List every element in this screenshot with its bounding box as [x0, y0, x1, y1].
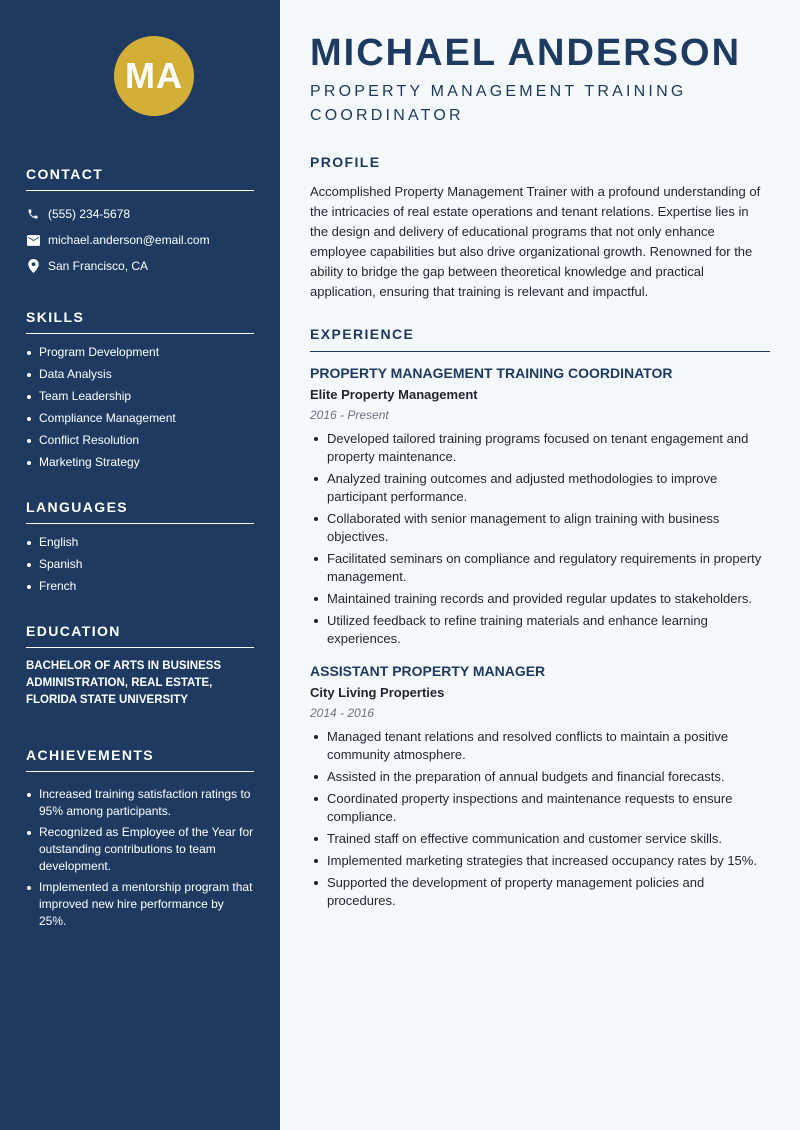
- skill-item: Marketing Strategy: [26, 454, 254, 471]
- job-bullet: Implemented marketing strategies that increased occupancy rates by 15%.: [310, 852, 770, 870]
- achievements-list: [26, 786, 254, 930]
- contact-list: [26, 201, 254, 279]
- achievements-heading: ACHIEVEMENTS: [26, 747, 254, 772]
- job-bullets: [310, 728, 770, 910]
- education-heading: EDUCATION: [26, 623, 254, 648]
- education-degree: BACHELOR OF ARTS IN BUSINESS ADMINISTRATION, REAL ESTATE, FLORIDA STATE UNIVERSITY: [26, 660, 222, 706]
- job-bullet: Trained staff on effective communication and customer service skills.: [310, 830, 770, 848]
- job-title: PROPERTY MANAGEMENT TRAINING COORDINATOR: [310, 365, 673, 381]
- job-title: ASSISTANT PROPERTY MANAGER: [310, 663, 546, 679]
- achievement-item: Recognized as Employee of the Year for outstanding contributions to team development.: [26, 824, 254, 875]
- candidate-name: MICHAEL ANDERSON: [310, 32, 742, 74]
- job-bullet: Supported the development of property management policies and procedures.: [310, 874, 770, 910]
- contact-section: [26, 166, 254, 279]
- email-icon: [26, 233, 40, 247]
- languages-list: [26, 534, 254, 595]
- avatar: [114, 36, 194, 116]
- skill-item: Data Analysis: [26, 366, 254, 383]
- job-dates: 2016 - Present: [310, 408, 389, 422]
- languages-section: [26, 499, 254, 595]
- profile-text: Accomplished Property Management Trainer with a profound understanding of the intricacies of real estate operations and tenant relations. Expertise lies in the design and delivery of educational programs that not only enhance employee capabilities but also drive organizational growth. Renowned for the ability to bridge the gap between theoretical knowledge and practical application, ensuring that training is relevant and impactful.: [310, 184, 761, 299]
- skill-item: Team Leadership: [26, 388, 254, 405]
- language-item: English: [26, 534, 254, 551]
- education-section: [26, 623, 254, 709]
- job-bullet: Maintained training records and provided regular updates to stakeholders.: [310, 590, 770, 608]
- job-entry: [310, 662, 770, 910]
- skills-heading: SKILLS: [26, 309, 254, 334]
- main-content: [280, 0, 800, 1130]
- achievements-section: [26, 747, 254, 930]
- job-bullet: Collaborated with senior management to align training with business objectives.: [310, 510, 770, 546]
- profile-heading: PROFILE: [310, 154, 381, 170]
- job-bullet: Coordinated property inspections and maintenance requests to ensure compliance.: [310, 790, 770, 826]
- location-pin-icon: [26, 259, 40, 273]
- contact-phone: [26, 201, 254, 227]
- phone-text: (555) 234-5678: [48, 207, 131, 221]
- avatar-initials: MA: [125, 55, 183, 96]
- experience-heading: EXPERIENCE: [310, 326, 770, 352]
- contact-heading: CONTACT: [26, 166, 254, 191]
- language-item: Spanish: [26, 556, 254, 573]
- job-bullet: Managed tenant relations and resolved conflicts to maintain a positive community atmosphere.: [310, 728, 770, 764]
- job-bullet: Developed tailored training programs focused on tenant engagement and property maintenance.: [310, 430, 770, 466]
- achievement-item: Increased training satisfaction ratings to 95% among participants.: [26, 786, 254, 820]
- sidebar: [0, 0, 280, 1130]
- language-item: French: [26, 578, 254, 595]
- job-dates: 2014 - 2016: [310, 706, 375, 720]
- languages-heading: LANGUAGES: [26, 499, 254, 524]
- email-text: michael.anderson@email.com: [48, 233, 210, 247]
- skill-item: Compliance Management: [26, 410, 254, 427]
- skill-item: Program Development: [26, 344, 254, 361]
- job-bullet: Utilized feedback to refine training materials and enhance learning experiences.: [310, 612, 770, 648]
- job-bullet: Analyzed training outcomes and adjusted methodologies to improve participant performance.: [310, 470, 770, 506]
- job-company: City Living Properties: [310, 685, 445, 700]
- job-bullets: [310, 430, 770, 648]
- job-bullet: Assisted in the preparation of annual budgets and financial forecasts.: [310, 768, 770, 786]
- skills-list: [26, 344, 254, 471]
- achievement-item: Implemented a mentorship program that improved new hire performance by 25%.: [26, 879, 254, 930]
- job-entry: [310, 364, 770, 648]
- skill-item: Conflict Resolution: [26, 432, 254, 449]
- skills-section: [26, 309, 254, 471]
- job-company: Elite Property Management: [310, 387, 478, 402]
- phone-icon: [26, 207, 40, 221]
- location-text: San Francisco, CA: [48, 259, 149, 273]
- contact-email: [26, 227, 254, 253]
- contact-location: [26, 253, 254, 279]
- candidate-title: PROPERTY MANAGEMENT TRAINING COORDINATOR: [310, 83, 687, 124]
- job-bullet: Facilitated seminars on compliance and regulatory requirements in property management.: [310, 550, 770, 586]
